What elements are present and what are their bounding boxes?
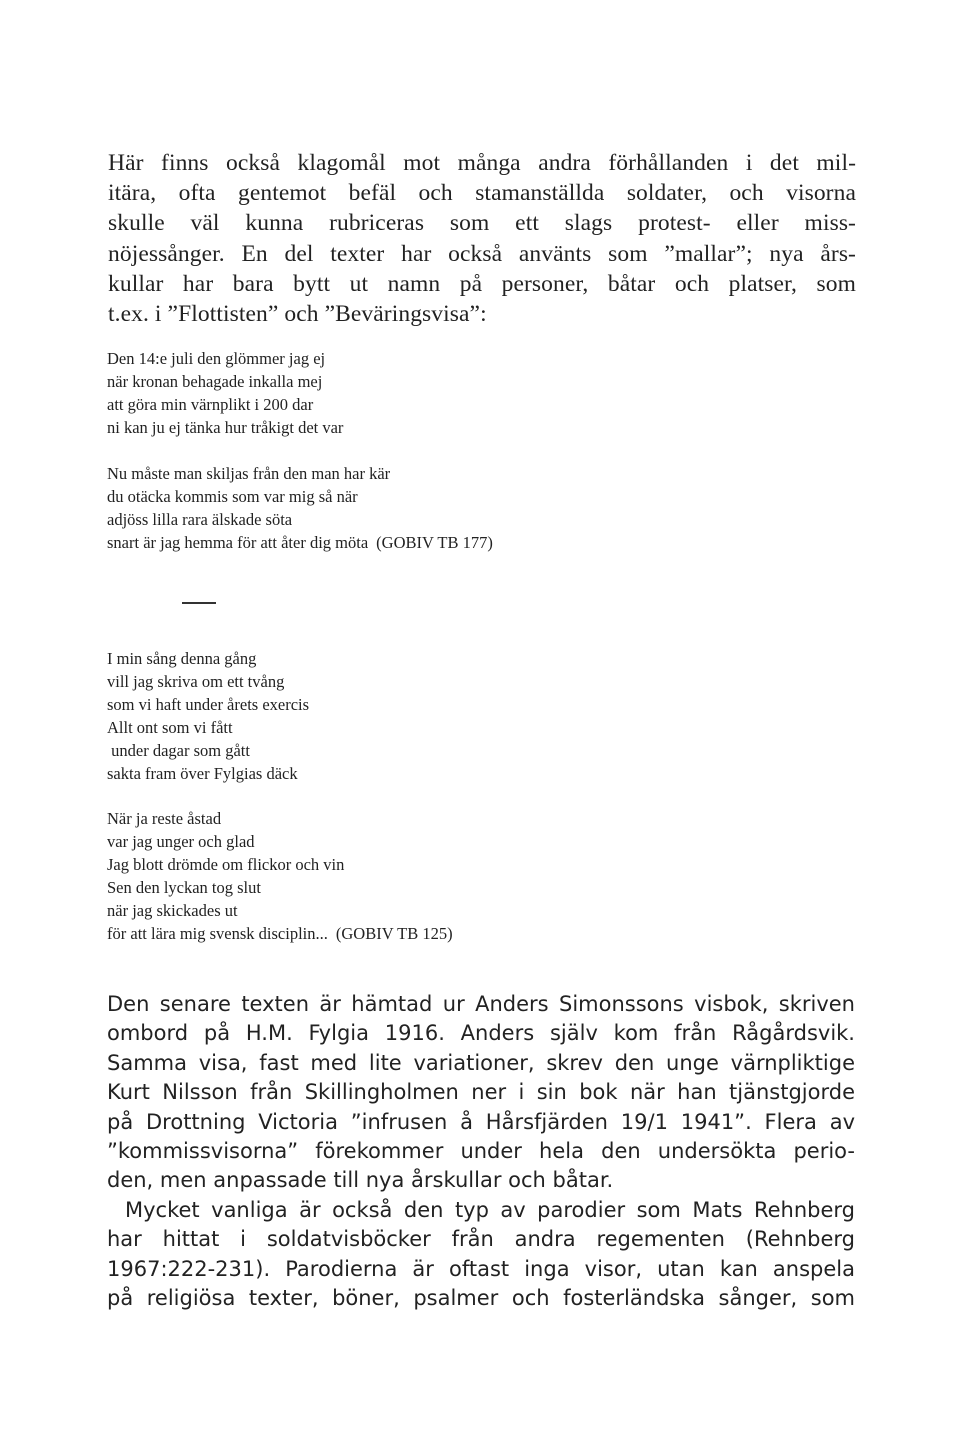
verse-line: när jag skickades ut xyxy=(107,901,238,920)
text-line: Kurt Nilsson från Skillingholmen ner i sin bok när han tjänstgjorde xyxy=(107,1080,855,1105)
verse-line: när kronan behagade inkalla mej xyxy=(107,372,323,391)
text-line: itära, ofta gentemot befäl och stamanställda soldater, och visorna xyxy=(108,180,856,207)
verse-line: var jag unger och glad xyxy=(107,832,255,851)
text-line: skulle väl kunna rubriceras som ett slags protest- eller miss- xyxy=(108,210,856,237)
verse-2-stanza-1 xyxy=(107,647,309,785)
text-line: Mycket vanliga är också den typ av parodier som Mats Rehnberg xyxy=(125,1197,855,1222)
text-line: ”kommissvisorna” förekommer under hela den undersökta perio- xyxy=(107,1139,855,1164)
verse-line: som vi haft under årets exercis xyxy=(107,695,310,714)
text-line: på Drottning Victoria ”infrusen å Hårsfjärden 19/1 1941”. Flera av xyxy=(107,1109,855,1134)
text-line: nöjessånger. En del texter har också använts som ”mallar”; nya års- xyxy=(108,240,856,267)
verse-line: adjöss lilla rara älskade söta xyxy=(107,510,293,529)
verse-line: under dagar som gått xyxy=(107,741,250,760)
verse-line-text: för att lära mig svensk disciplin... xyxy=(107,924,328,943)
text-line: kullar har bara bytt ut namn på personer, båtar och platser, som xyxy=(108,270,856,297)
verse-line: Den 14:e juli den glömmer jag ej xyxy=(107,349,326,368)
verse-line xyxy=(107,922,453,945)
verse-line-text: snart är jag hemma för att åter dig möta xyxy=(107,533,369,552)
verse-line: ni kan ju ej tänka hur tråkigt det var xyxy=(107,418,344,437)
section-divider xyxy=(182,602,216,604)
text-line: 1967:222-231). Parodierna är oftast inga visor, utan kan anspela xyxy=(107,1256,855,1281)
text-line: på religiösa texter, böner, psalmer och fosterländska sånger, som xyxy=(107,1286,855,1311)
verse-line: du otäcka kommis som var mig så när xyxy=(107,487,358,506)
source-reference: (GOBIV TB 177) xyxy=(376,533,493,552)
outro-text xyxy=(107,990,855,1313)
verse-line: När ja reste åstad xyxy=(107,809,222,828)
verse-line: Allt ont som vi fått xyxy=(107,718,233,737)
text-line: t.ex. i ”Flottisten” och ”Beväringsvisa”: xyxy=(108,301,487,328)
verse-line: I min sång denna gång xyxy=(107,649,257,668)
text-line: Samma visa, fast med lite variationer, skrev den unge värnpliktige xyxy=(107,1050,855,1075)
source-reference: (GOBIV TB 125) xyxy=(335,924,453,943)
text-line: ombord på H.M. Fylgia 1916. Anders själv kom från Rågårdsvik. xyxy=(107,1021,855,1046)
verse-line xyxy=(107,531,493,554)
text-line: har hittat i soldatvisböcker från andra regementen (Rehnberg xyxy=(107,1227,855,1252)
verse-line: Sen den lyckan tog slut xyxy=(107,878,261,897)
verse-line: Nu måste man skiljas från den man har kär xyxy=(107,464,391,483)
verse-line: att göra min värnplikt i 200 dar xyxy=(107,395,314,414)
verse-line: sakta fram över Fylgias däck xyxy=(107,764,298,783)
verse-line: Jag blott drömde om flickor och vin xyxy=(107,855,345,874)
intro-paragraph xyxy=(108,148,856,329)
text-line: den, men anpassade till nya årskullar och båtar. xyxy=(107,1168,614,1193)
text-line: Här finns också klagomål mot många andra förhållanden i det mil- xyxy=(108,150,856,176)
text-line: Den senare texten är hämtad ur Anders Simonssons visbok, skriven xyxy=(107,992,855,1016)
verse-line: vill jag skriva om ett tvång xyxy=(107,672,285,691)
verse-1-stanza-1 xyxy=(107,347,343,439)
verse-2-stanza-2 xyxy=(107,807,453,945)
verse-1-stanza-2 xyxy=(107,462,493,554)
